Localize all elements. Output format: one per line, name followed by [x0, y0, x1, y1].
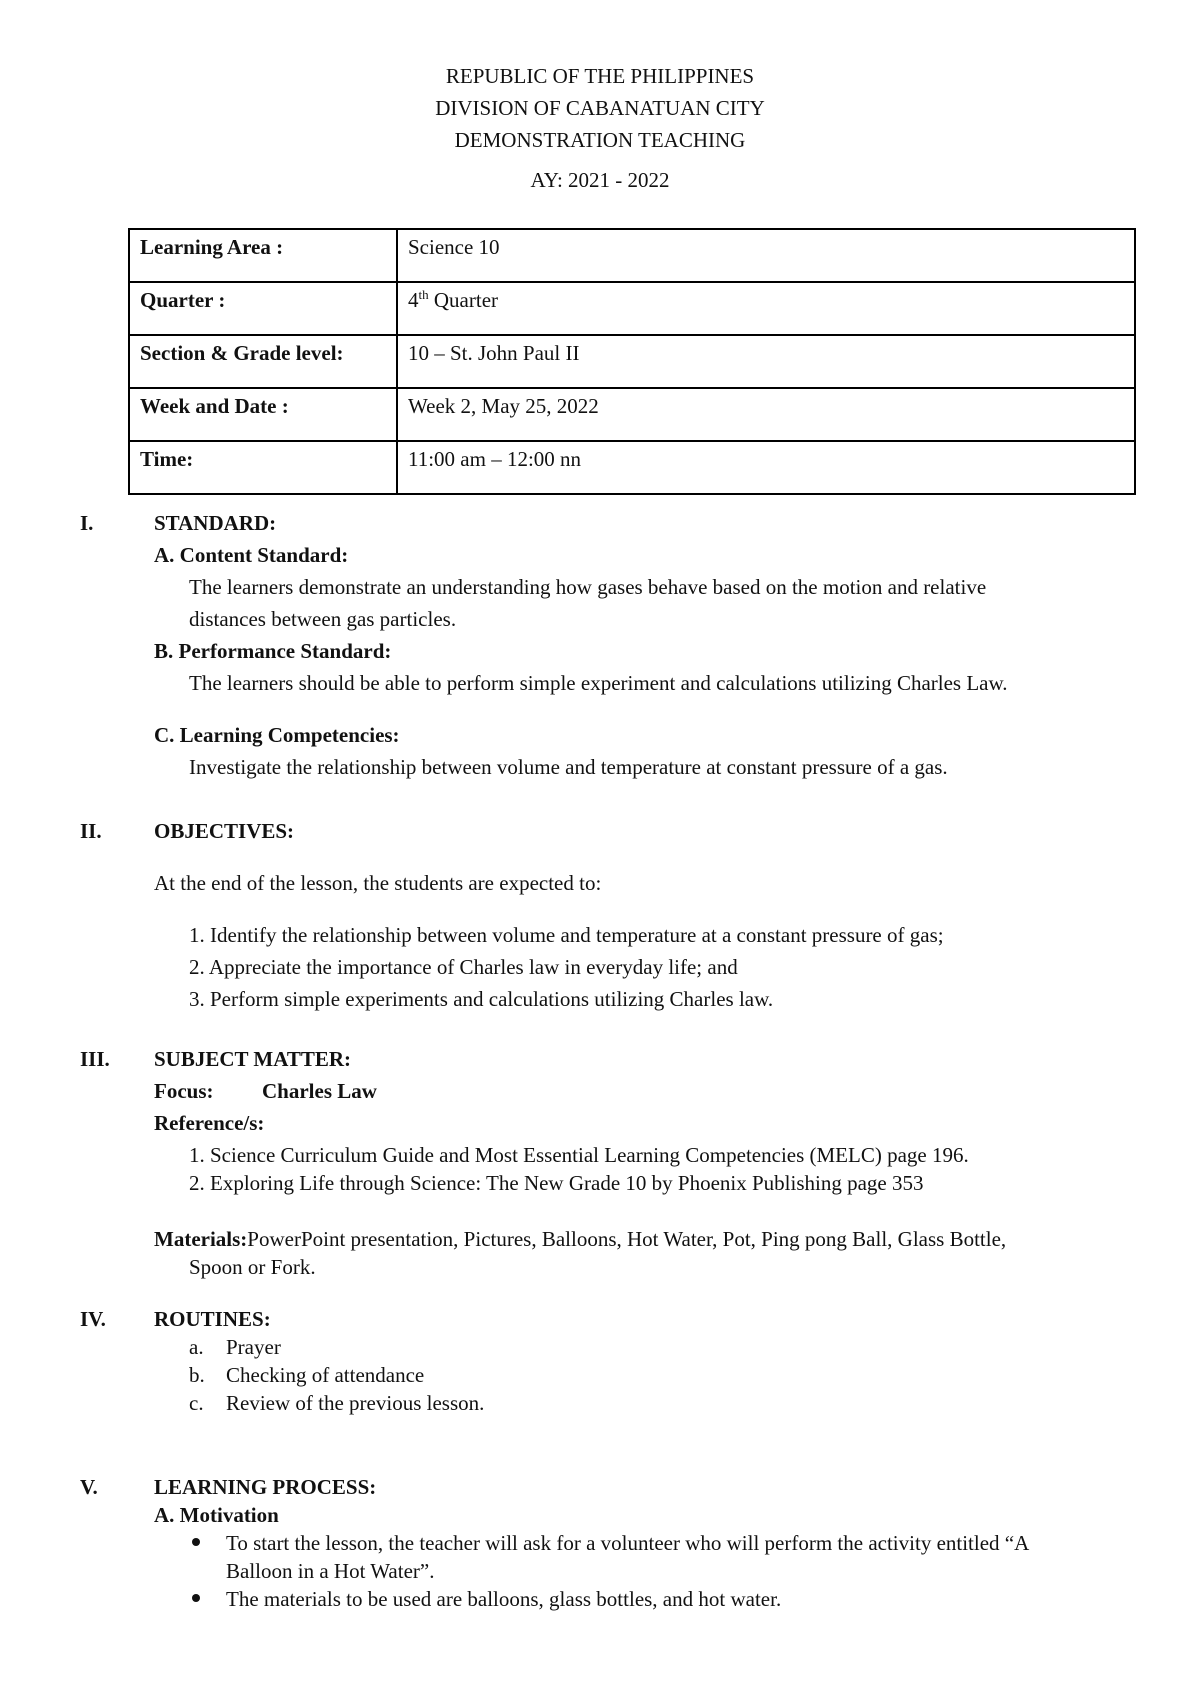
routine-item: Review of the previous lesson. — [226, 1391, 485, 1415]
routine-item: Prayer — [226, 1335, 281, 1359]
info-row-time — [129, 441, 1135, 494]
materials-label: Materials: — [154, 1227, 248, 1251]
info-label: Learning Area : — [129, 229, 397, 282]
objective-item: 2. Appreciate the importance of Charles law in everyday life; and — [189, 955, 738, 979]
content-standard-text: The learners demonstrate an understanding how gases behave based on the motion and relative — [189, 575, 987, 599]
content-standard-title: A. Content Standard: — [154, 543, 349, 567]
section-title-subject-matter: SUBJECT MATTER: — [154, 1047, 352, 1071]
motivation-title: A. Motivation — [154, 1503, 279, 1527]
section-title-objectives: OBJECTIVES: — [154, 819, 295, 843]
routine-marker: c. — [189, 1391, 204, 1415]
quarter-suffix: th — [418, 287, 429, 302]
info-value: Week 2, May 25, 2022 — [397, 388, 1135, 441]
info-value: 11:00 am – 12:00 nn — [397, 441, 1135, 494]
motivation-bullet: To start the lesson, the teacher will ask for a volunteer who will perform the activity entitled “A — [226, 1531, 1030, 1555]
learning-competencies-text: Investigate the relationship between volume and temperature at constant pressure of a gas. — [189, 755, 948, 779]
section-title-standard: STANDARD: — [154, 511, 277, 535]
section-numeral-objectives: II. — [80, 819, 102, 843]
objectives-intro: At the end of the lesson, the students are expected to: — [154, 871, 602, 895]
performance-standard-text: The learners should be able to perform simple experiment and calculations utilizing Charles Law. — [189, 671, 1008, 695]
quarter-word: Quarter — [428, 288, 499, 312]
section-numeral-standard: I. — [80, 511, 94, 535]
routine-item: Checking of attendance — [226, 1363, 425, 1387]
bullet-icon — [192, 1594, 200, 1602]
header-republic: REPUBLIC OF THE PHILIPPINES — [445, 64, 755, 88]
reference-item: 2. Exploring Life through Science: The New Grade 10 by Phoenix Publishing page 353 — [189, 1171, 924, 1195]
focus-label: Focus: — [154, 1079, 214, 1103]
references-label: Reference/s: — [154, 1111, 265, 1135]
info-label: Time: — [129, 441, 397, 494]
info-row-week-date — [129, 388, 1135, 441]
focus-value: Charles Law — [262, 1079, 377, 1103]
objective-item: 1. Identify the relationship between volume and temperature at a constant pressure of gas; — [189, 923, 944, 947]
info-value: 10 – St. John Paul II — [397, 335, 1135, 388]
section-numeral-routines: IV. — [80, 1307, 106, 1331]
info-label: Week and Date : — [129, 388, 397, 441]
motivation-bullet-cont: Balloon in a Hot Water”. — [226, 1559, 435, 1583]
motivation-bullet: The materials to be used are balloons, glass bottles, and hot water. — [226, 1587, 782, 1611]
reference-item: 1. Science Curriculum Guide and Most Essential Learning Competencies (MELC) page 196. — [189, 1143, 969, 1167]
objective-item: 3. Perform simple experiments and calculations utilizing Charles law. — [189, 987, 774, 1011]
info-value: Science 10 — [397, 229, 1135, 282]
info-label: Section & Grade level: — [129, 335, 397, 388]
header-demonstration: DEMONSTRATION TEACHING — [454, 128, 746, 152]
section-title-routines: ROUTINES: — [154, 1307, 271, 1331]
materials-text-cont: Spoon or Fork. — [189, 1255, 316, 1279]
info-table — [128, 228, 1136, 495]
document-header — [0, 60, 1200, 196]
performance-standard-title: B. Performance Standard: — [154, 639, 392, 663]
routine-marker: b. — [189, 1363, 205, 1387]
header-academic-year: AY: 2021 - 2022 — [530, 168, 670, 192]
info-label: Quarter : — [129, 282, 397, 335]
content-standard-text-cont: distances between gas particles. — [189, 607, 457, 631]
info-row-section — [129, 335, 1135, 388]
section-numeral-subject-matter: III. — [80, 1047, 110, 1071]
info-row-learning-area — [129, 229, 1135, 282]
section-title-learning-process: LEARNING PROCESS: — [154, 1475, 377, 1499]
routine-marker: a. — [189, 1335, 204, 1359]
section-numeral-learning-process: V. — [80, 1475, 98, 1499]
info-value — [397, 282, 1135, 335]
learning-competencies-title: C. Learning Competencies: — [154, 723, 400, 747]
quarter-number: 4 — [408, 288, 419, 312]
bullet-icon — [192, 1538, 200, 1546]
materials-line — [154, 1226, 1006, 1253]
header-division: DIVISION OF CABANATUAN CITY — [435, 96, 765, 120]
materials-text: PowerPoint presentation, Pictures, Balloons, Hot Water, Pot, Ping pong Ball, Glass Bottle, — [247, 1227, 1007, 1251]
info-row-quarter — [129, 282, 1135, 335]
